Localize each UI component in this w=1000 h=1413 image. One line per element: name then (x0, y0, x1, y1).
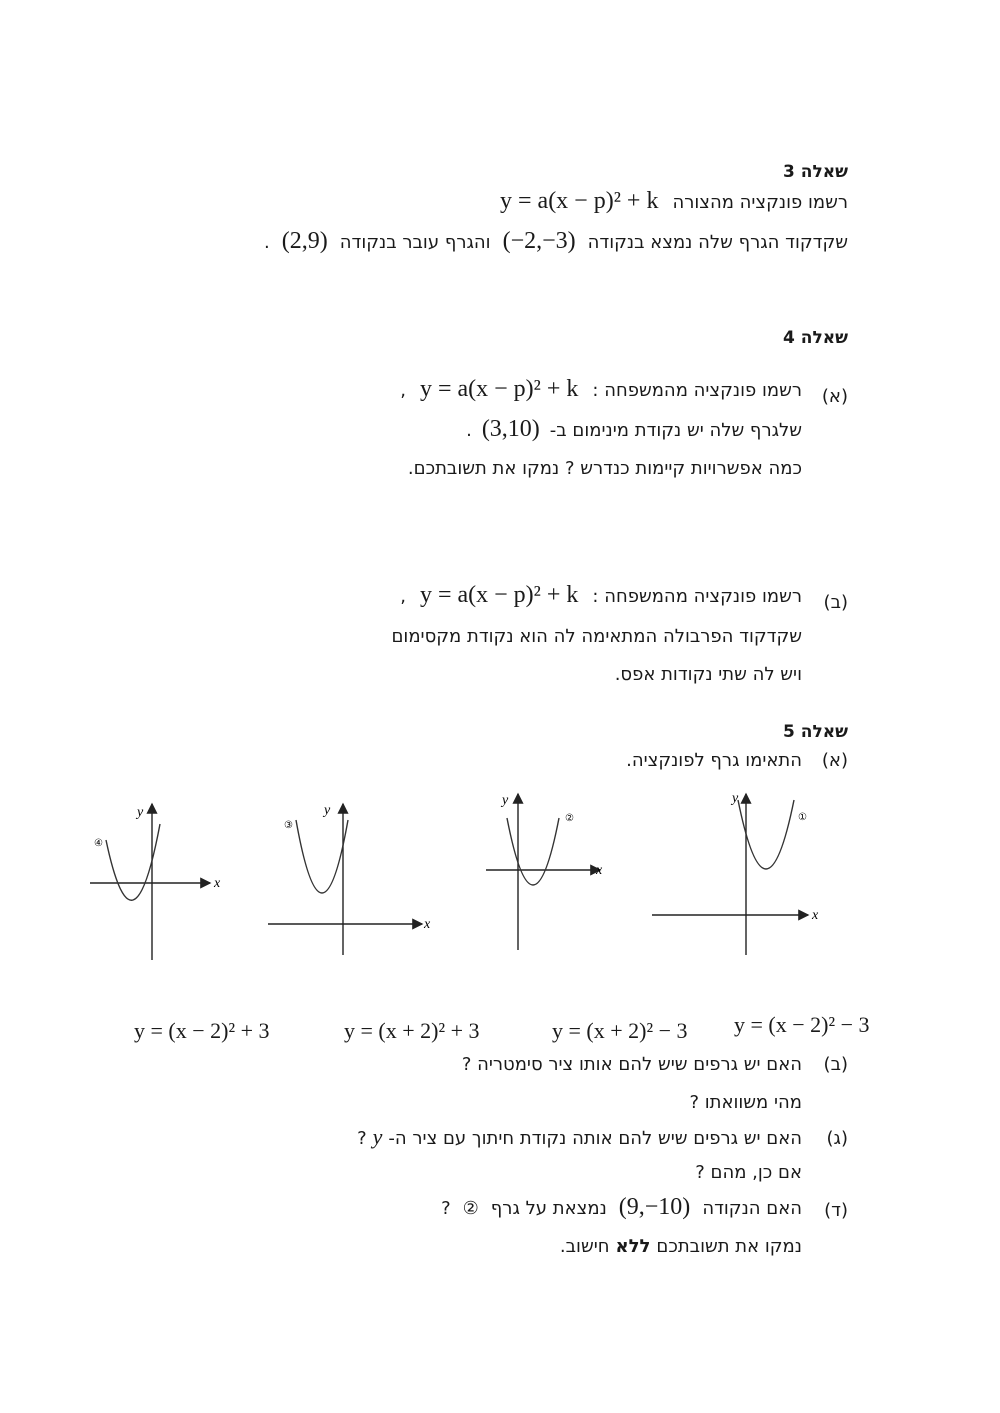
q4a-formula: y = a(x − p)² + k (419, 376, 579, 402)
q3-line1 (500, 188, 848, 215)
q5d-line1-text-b: נמצאת על גרף (490, 1198, 607, 1219)
q4a-comma: , (400, 380, 406, 401)
q3-line1-text: רשמו פונקציה מהצורה (672, 192, 848, 213)
graph-2-x-label: x (596, 863, 603, 878)
q5d-line2 (560, 1236, 802, 1257)
graph-1-x-label: x (812, 908, 819, 923)
q4a-line2-end: . (466, 420, 472, 441)
q4a-line2-text: שלגרף שלה יש נקודת מינימום ב- (549, 420, 802, 441)
q4a-point: (3,10) (481, 416, 540, 442)
q5c-line2: אם כן, מהם ? (695, 1162, 802, 1183)
graph-3 (268, 803, 431, 955)
graph-2-y-label: y (502, 793, 509, 808)
graph-3-number: ③ (284, 820, 293, 831)
q4a-line1-text: רשמו פונקציה מהמשפחה : (592, 380, 802, 401)
q5a-text: התאימו גרף לפונקציה. (626, 750, 802, 771)
q3-point: (2,9) (281, 228, 328, 254)
graph-4-number: ④ (94, 838, 103, 849)
q5a-mark: (א) (821, 750, 848, 771)
q5d-line2-text-a: נמקו את תשובתכם (656, 1236, 802, 1257)
q5c-line1 (357, 1124, 802, 1150)
graph-2-parabola (507, 818, 559, 885)
q5b-line2: מהי משוואתו ? (689, 1092, 802, 1113)
graph-3-x-label: x (424, 917, 431, 932)
q4a-line2 (466, 416, 802, 443)
q4b-line2: שקדקוד הפרבולה המתאימה לה הוא נקודת מקסימום (391, 626, 802, 647)
q5c-axis (373, 1124, 383, 1150)
q4b-formula: y = a(x − p)² + k (419, 582, 579, 608)
q4b-line1 (400, 582, 802, 609)
q5d-line2-text-b: חישוב. (559, 1236, 610, 1257)
graph-2-number: ② (565, 813, 574, 824)
graph-3-parabola (296, 820, 348, 893)
q3-line2-text-a: שקדקוד הגרף שלה נמצא בנקודה (587, 232, 848, 253)
q4a-line1 (400, 376, 802, 403)
graph-1-y-label: y (732, 791, 739, 806)
q4a-line3: כמה אפשרויות קיימות כנדרש ? נמקו את תשובתכם. (407, 458, 802, 479)
q5c-axis-letter: y (372, 1124, 383, 1149)
q5c-mark: (ג) (826, 1128, 848, 1149)
q5d-mark: (ד) (824, 1200, 848, 1221)
q3-end: . (264, 232, 270, 253)
graph-4-x-label: x (214, 876, 221, 891)
q4b-line1-text: רשמו פונקציה מהמשפחה : (592, 586, 802, 607)
q4b-line3: ויש לה שתי נקודות אפס. (614, 664, 802, 685)
q5c-qmark: ? (357, 1128, 367, 1149)
q4a-mark: (א) (821, 386, 848, 407)
q3-heading: שאלה 3 (783, 162, 848, 182)
graph-4 (90, 804, 221, 960)
function-1: y = (x − 2)² − 3 (734, 1012, 870, 1037)
graph-1 (652, 791, 819, 955)
graph-4-y-label: y (137, 805, 144, 820)
q4-heading: שאלה 4 (783, 328, 848, 348)
q5b-line1: האם יש גרפים שיש להם אותו ציר סימטריה ? (461, 1054, 802, 1075)
q3-line2-text-b: והגרף עובר בנקודה (339, 232, 491, 253)
q3-vertex: (−2,−3) (502, 228, 576, 254)
q5d-line2-bold: ללא (615, 1236, 651, 1257)
graph-3-y-label: y (324, 803, 331, 818)
function-4: y = (x − 2)² + 3 (134, 1018, 270, 1043)
q3-formula: y = a(x − p)² + k (500, 188, 659, 214)
q5c-line1-text: האם יש גרפים שיש להם אותה נקודת חיתוך עם ציר ה- (388, 1128, 802, 1149)
q3-line2 (264, 228, 848, 255)
q5d-line1-text-a: האם הנקודה (702, 1198, 802, 1219)
q5d-graph-ref: ② (462, 1198, 479, 1219)
q5-graphs (0, 780, 1000, 970)
graph-1-number: ① (798, 812, 807, 823)
q5b-mark: (ב) (823, 1054, 848, 1075)
q5d-qmark: ? (441, 1198, 451, 1219)
graph-2 (486, 793, 603, 950)
q5d-point: (9,−10) (618, 1194, 691, 1220)
q4b-comma: , (400, 586, 406, 607)
q5-heading: שאלה 5 (783, 722, 848, 742)
q4b-mark: (ב) (823, 592, 848, 613)
function-2: y = (x + 2)² − 3 (552, 1018, 688, 1043)
q5d-line1 (441, 1194, 802, 1221)
function-3: y = (x + 2)² + 3 (344, 1018, 480, 1043)
